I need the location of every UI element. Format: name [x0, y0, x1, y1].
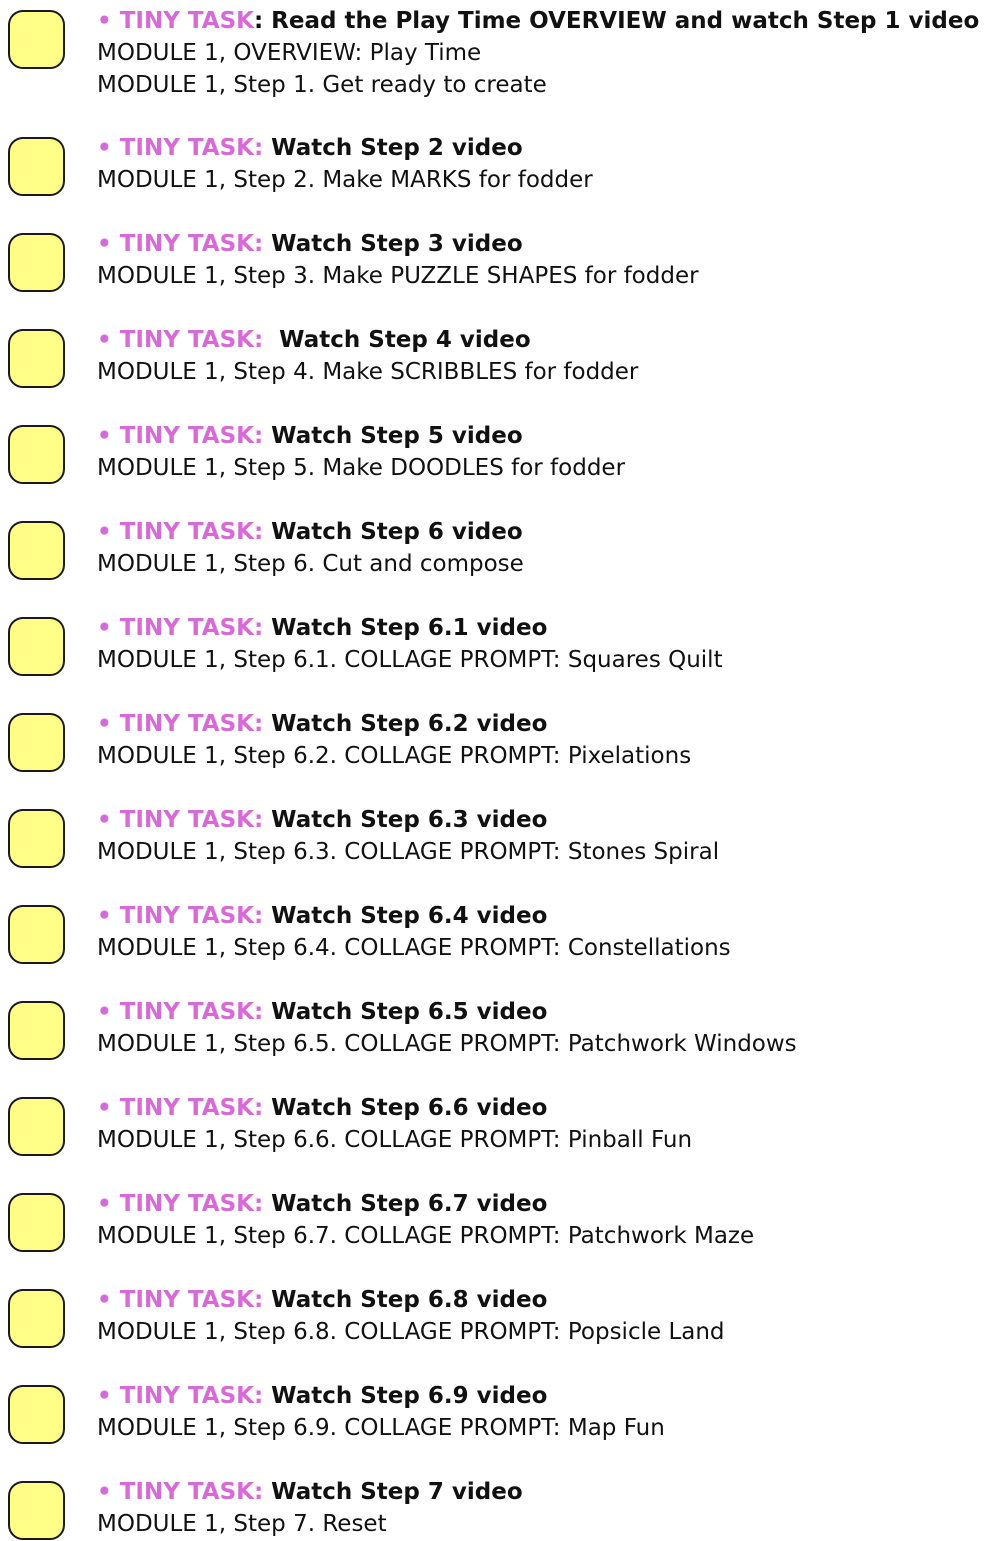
task-heading	[97, 612, 977, 644]
task-text	[97, 708, 977, 772]
task-checkbox[interactable]	[8, 425, 65, 484]
task-checkbox[interactable]	[8, 1385, 65, 1444]
task-label: • TINY TASK:	[97, 903, 264, 929]
task-detail: MODULE 1, Step 7. Reset	[97, 1511, 387, 1537]
task-detail: MODULE 1, Step 6.1. COLLAGE PROMPT: Squares Quilt	[97, 647, 723, 673]
task-label: • TINY TASK:	[97, 1479, 264, 1505]
task-detail: MODULE 1, Step 5. Make DOODLES for fodder	[97, 455, 626, 481]
task-label: • TINY TASK:	[97, 1191, 264, 1217]
task-action: Watch Step 6 video	[263, 519, 523, 545]
task-label: • TINY TASK:	[97, 807, 264, 833]
task-text	[97, 804, 977, 868]
task-label: • TINY TASK:	[97, 135, 264, 161]
task-heading	[97, 420, 977, 452]
task-detail: MODULE 1, Step 1. Get ready to create	[97, 72, 547, 98]
task-text	[97, 1476, 977, 1540]
task-text	[97, 5, 980, 101]
task-checkbox[interactable]	[8, 1001, 65, 1060]
task-text	[97, 900, 977, 964]
task-text	[97, 516, 977, 580]
task-heading	[97, 708, 977, 740]
task-label: • TINY TASK	[97, 8, 254, 34]
task-text	[97, 132, 977, 196]
task-label: • TINY TASK:	[97, 327, 264, 353]
task-text	[97, 1092, 977, 1156]
task-detail: MODULE 1, Step 6.2. COLLAGE PROMPT: Pixelations	[97, 743, 692, 769]
task-heading	[97, 1092, 977, 1124]
task-action: Watch Step 6.8 video	[263, 1287, 548, 1313]
task-action: Watch Step 6.5 video	[263, 999, 548, 1025]
task-detail: MODULE 1, Step 6.7. COLLAGE PROMPT: Patchwork Maze	[97, 1223, 755, 1249]
task-heading	[97, 5, 980, 37]
task-text	[97, 420, 977, 484]
task-label: • TINY TASK:	[97, 519, 264, 545]
task-detail: MODULE 1, Step 6.4. COLLAGE PROMPT: Constellations	[97, 935, 731, 961]
task-checkbox[interactable]	[8, 713, 65, 772]
task-heading	[97, 1476, 977, 1508]
task-detail: MODULE 1, Step 2. Make MARKS for fodder	[97, 167, 593, 193]
task-checkbox[interactable]	[8, 1193, 65, 1252]
task-text	[97, 612, 977, 676]
task-checkbox[interactable]	[8, 1097, 65, 1156]
task-action: Watch Step 6.7 video	[263, 1191, 548, 1217]
task-heading	[97, 1284, 977, 1316]
task-checkbox[interactable]	[8, 905, 65, 964]
task-heading	[97, 996, 977, 1028]
task-checkbox[interactable]	[8, 137, 65, 196]
task-label: • TINY TASK:	[97, 1095, 264, 1121]
task-text	[97, 1380, 977, 1444]
task-action: Watch Step 2 video	[263, 135, 523, 161]
task-label: • TINY TASK:	[97, 1287, 264, 1313]
task-heading	[97, 1188, 977, 1220]
task-checkbox[interactable]	[8, 521, 65, 580]
task-detail: MODULE 1, Step 4. Make SCRIBBLES for fodder	[97, 359, 639, 385]
task-checkbox[interactable]	[8, 1481, 65, 1540]
task-detail: MODULE 1, Step 6.8. COLLAGE PROMPT: Popsicle Land	[97, 1319, 725, 1345]
task-label: • TINY TASK:	[97, 1383, 264, 1409]
task-action: Watch Step 6.2 video	[263, 711, 548, 737]
task-text	[97, 996, 977, 1060]
task-heading	[97, 900, 977, 932]
task-checkbox[interactable]	[8, 233, 65, 292]
task-heading	[97, 132, 977, 164]
task-heading	[97, 228, 977, 260]
task-checkbox[interactable]	[8, 10, 65, 69]
task-action: Watch Step 6.1 video	[263, 615, 548, 641]
task-checkbox[interactable]	[8, 329, 65, 388]
task-detail: MODULE 1, Step 3. Make PUZZLE SHAPES for fodder	[97, 263, 699, 289]
task-detail: MODULE 1, Step 6.9. COLLAGE PROMPT: Map Fun	[97, 1415, 665, 1441]
task-action: : Read the Play Time OVERVIEW and watch Step 1 video	[253, 8, 980, 34]
task-heading	[97, 516, 977, 548]
task-action: Watch Step 7 video	[263, 1479, 523, 1505]
task-text	[97, 228, 977, 292]
task-checkbox[interactable]	[8, 617, 65, 676]
task-action: Watch Step 5 video	[263, 423, 523, 449]
task-checkbox[interactable]	[8, 1289, 65, 1348]
task-checkbox[interactable]	[8, 809, 65, 868]
task-heading	[97, 324, 977, 356]
task-action: Watch Step 6.9 video	[263, 1383, 548, 1409]
task-text	[97, 1284, 977, 1348]
task-label: • TINY TASK:	[97, 231, 264, 257]
task-text	[97, 324, 977, 388]
task-label: • TINY TASK:	[97, 423, 264, 449]
task-label: • TINY TASK:	[97, 711, 264, 737]
task-action: Watch Step 3 video	[263, 231, 523, 257]
task-heading	[97, 1380, 977, 1412]
task-label: • TINY TASK:	[97, 615, 264, 641]
task-action: Watch Step 6.4 video	[263, 903, 548, 929]
task-detail: MODULE 1, Step 6.3. COLLAGE PROMPT: Stones Spiral	[97, 839, 720, 865]
task-action: Watch Step 6.3 video	[263, 807, 548, 833]
task-heading	[97, 804, 977, 836]
task-action: Watch Step 4 video	[263, 327, 531, 353]
task-label: • TINY TASK:	[97, 999, 264, 1025]
task-detail: MODULE 1, Step 6.6. COLLAGE PROMPT: Pinball Fun	[97, 1127, 693, 1153]
task-detail: MODULE 1, Step 6.5. COLLAGE PROMPT: Patchwork Windows	[97, 1031, 797, 1057]
task-detail: MODULE 1, OVERVIEW: Play Time	[97, 40, 482, 66]
task-action: Watch Step 6.6 video	[263, 1095, 548, 1121]
task-detail: MODULE 1, Step 6. Cut and compose	[97, 551, 524, 577]
task-text	[97, 1188, 977, 1252]
